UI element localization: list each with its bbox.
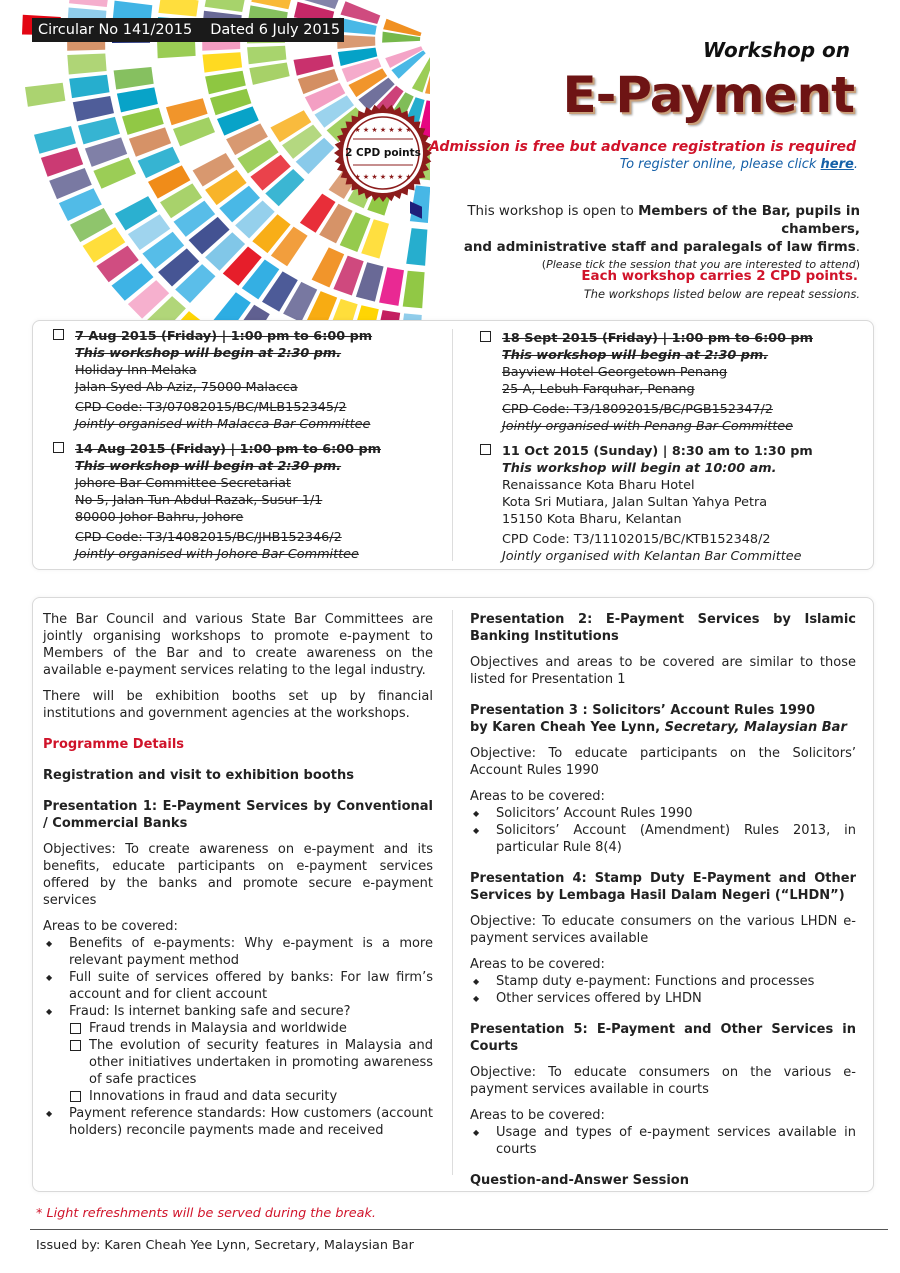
session-begin-time: This workshop will begin at 2:30 pm. bbox=[75, 459, 342, 474]
sub-list-item: Innovations in fraud and data security bbox=[69, 1088, 433, 1105]
fraud-sublist bbox=[69, 1020, 433, 1105]
register-prefix: To register online, please click bbox=[619, 157, 817, 172]
session-organiser: Jointly organised with Malacca Bar Committee bbox=[75, 417, 371, 432]
svg-text:★ ★ ★ ★ ★ ★ ★: ★ ★ ★ ★ ★ ★ ★ bbox=[354, 173, 412, 181]
list-item: ◆ Benefits of e-payments: Why e-payment is a more relevant payment method bbox=[43, 935, 433, 969]
session-venue-line: 80000 Johor Bahru, Johore bbox=[75, 510, 244, 525]
circular-header-bar bbox=[32, 18, 344, 42]
session-venue-line: Bayview Hotel Georgetown Penang bbox=[502, 365, 728, 380]
list-item: ◆ Other services offered by LHDN bbox=[470, 990, 856, 1007]
circular-date: Dated 6 July 2015 bbox=[210, 22, 341, 38]
session-venue-line: 25-A, Lebuh Farquhar, Penang bbox=[502, 382, 695, 397]
presentation-5-areas bbox=[470, 1124, 856, 1158]
register-here-link[interactable]: here bbox=[820, 157, 854, 172]
list-item: ◆ Payment reference standards: How customers (account holders) reconcile payments made and received bbox=[43, 1105, 433, 1139]
presentation-5-objective: Objective: To educate consumers on the various e-payment services available in courts bbox=[470, 1065, 856, 1097]
presentation-4-objective: Objective: To educate consumers on the various LHDN e-payment services available bbox=[470, 914, 856, 946]
list-item: ◆ Usage and types of e-payment services available in courts bbox=[470, 1124, 856, 1158]
circular-number: Circular No 141/2015 bbox=[38, 22, 193, 38]
sessions-panel bbox=[32, 320, 874, 570]
presentation-3-title-line-1: Presentation 3 : Solicitors’ Account Rules 1990 bbox=[470, 703, 815, 718]
areas-label: Areas to be covered: bbox=[470, 1108, 605, 1123]
session-date: 14 Aug 2015 (Friday) | 1:00 pm to 6:00 pm bbox=[75, 442, 381, 457]
session-penang bbox=[502, 330, 882, 435]
session-begin-time: This workshop will begin at 2:30 pm. bbox=[502, 348, 769, 363]
cpd-points-line: Each workshop carries 2 CPD points. bbox=[581, 269, 858, 284]
intro-paragraph: The Bar Council and various State Bar Committees are jointly organising workshops to promote e-payment to Members of the Bar and to create awareness on the available e-payment services relating to the legal industry. bbox=[43, 612, 433, 678]
booths-paragraph: There will be exhibition booths set up by financial institutions and government agencies at the workshops. bbox=[43, 689, 433, 721]
open-suffix: . bbox=[855, 240, 860, 255]
session-date: 11 Oct 2015 (Sunday) | 8:30 am to 1:30 pm bbox=[502, 444, 813, 459]
areas-label: Areas to be covered: bbox=[470, 789, 605, 804]
presentation-3-speaker: by Karen Cheah Yee Lynn, bbox=[470, 720, 661, 735]
sub-list-item: The evolution of security features in Malaysia and other initiatives undertaken in promoting awareness of safe practices bbox=[69, 1037, 433, 1088]
refreshments-note: * Light refreshments will be served during the break. bbox=[36, 1206, 376, 1221]
sub-list-item: Fraud trends in Malaysia and worldwide bbox=[69, 1020, 433, 1037]
presentation-3-speaker-role: Secretary, Malaysian Bar bbox=[664, 720, 847, 735]
list-item: ◆ Solicitors’ Account Rules 1990 bbox=[470, 805, 856, 822]
presentation-1-areas bbox=[43, 935, 433, 1139]
session-begin-time: This workshop will begin at 2:30 pm. bbox=[75, 346, 342, 361]
svg-text:★ ★ ★ ★ ★ ★ ★: ★ ★ ★ ★ ★ ★ ★ bbox=[354, 126, 412, 134]
registration-heading: Registration and visit to exhibition booths bbox=[43, 768, 354, 783]
session-cpd-code: CPD Code: T3/14082015/BC/JHB152346/2 bbox=[75, 530, 342, 545]
list-item: ◆ Solicitors’ Account (Amendment) Rules 2013, in particular Rule 8(4) bbox=[470, 822, 856, 856]
issued-by: Issued by: Karen Cheah Yee Lynn, Secretary, Malaysian Bar bbox=[36, 1238, 414, 1253]
programme-left-column bbox=[43, 611, 433, 1148]
session-venue-line: Johore Bar Committee Secretariat bbox=[75, 476, 291, 491]
qa-session-heading: Question-and-Answer Session bbox=[470, 1173, 689, 1188]
session-checkbox[interactable] bbox=[53, 329, 64, 340]
presentation-3-objective: Objective: To educate participants on the Solicitors’ Account Rules 1990 bbox=[470, 746, 856, 778]
presentation-1-title: Presentation 1: E-Payment Services by Conventional / Commercial Banks bbox=[43, 799, 433, 831]
session-organiser: Jointly organised with Kelantan Bar Committee bbox=[502, 549, 802, 564]
programme-divider bbox=[452, 610, 453, 1175]
presentation-5-title: Presentation 5: E-Payment and Other Services in Courts bbox=[470, 1022, 856, 1054]
presentation-3-title bbox=[470, 702, 856, 736]
programme-panel bbox=[32, 597, 874, 1192]
session-checkbox[interactable] bbox=[53, 442, 64, 453]
list-item: ◆ Stamp duty e-payment: Functions and processes bbox=[470, 973, 856, 990]
areas-label: Areas to be covered: bbox=[470, 957, 605, 972]
presentation-1-objectives: Objectives: To create awareness on e-payment and its benefits, educate participants on e-payment services offered by the banks and promote secure e-payment services bbox=[43, 842, 433, 908]
presentation-2-text: Objectives and areas to be covered are similar to those listed for Presentation 1 bbox=[470, 655, 856, 687]
session-cpd-code: CPD Code: T3/07082015/BC/MLB152345/2 bbox=[75, 400, 347, 415]
session-cpd-code: CPD Code: T3/11102015/BC/KTB152348/2 bbox=[502, 532, 771, 547]
session-date: 7 Aug 2015 (Friday) | 1:00 pm to 6:00 pm bbox=[75, 329, 373, 344]
session-begin-time: This workshop will begin at 10:00 am. bbox=[502, 461, 777, 476]
session-organiser: Jointly organised with Penang Bar Committee bbox=[502, 419, 793, 434]
open-audience-1: Members of the Bar, pupils in chambers, bbox=[638, 204, 860, 237]
session-venue-line: Kota Sri Mutiara, Jalan Sultan Yahya Petra bbox=[502, 495, 768, 510]
programme-right-column bbox=[470, 611, 856, 1198]
session-venue-line: Renaissance Kota Bharu Hotel bbox=[502, 478, 695, 493]
open-audience-2: and administrative staff and paralegals of law firms bbox=[463, 240, 856, 255]
stamp-label: 2 CPD points bbox=[345, 147, 421, 159]
session-organiser: Jointly organised with Johore Bar Committee bbox=[75, 547, 359, 562]
register-suffix: . bbox=[853, 157, 858, 172]
register-line bbox=[620, 157, 858, 172]
tick-session-note: (Please tick the session that you are interested to attend) bbox=[541, 258, 860, 271]
repeat-sessions-note: The workshops listed below are repeat sessions. bbox=[583, 287, 860, 301]
session-checkbox[interactable] bbox=[480, 444, 491, 455]
presentation-3-areas bbox=[470, 805, 856, 856]
programme-details-heading: Programme Details bbox=[43, 737, 185, 752]
areas-label: Areas to be covered: bbox=[43, 919, 178, 934]
list-item bbox=[43, 1003, 433, 1105]
admission-notice: Admission is free but advance registration is required bbox=[429, 139, 856, 155]
session-kelantan bbox=[502, 443, 882, 565]
page-title: E-Payment bbox=[562, 66, 854, 124]
presentation-4-title: Presentation 4: Stamp Duty E-Payment and Other Services by Lembaga Hasil Dalam Negeri (“LHDN”) bbox=[470, 871, 856, 903]
session-malacca bbox=[75, 328, 455, 433]
session-johore bbox=[75, 441, 455, 563]
footer-divider bbox=[30, 1229, 888, 1230]
session-checkbox[interactable] bbox=[480, 331, 491, 342]
session-venue-line: 15150 Kota Bharu, Kelantan bbox=[502, 512, 682, 527]
open-prefix: This workshop is open to bbox=[467, 204, 634, 219]
cpd-points-stamp bbox=[333, 103, 433, 203]
eligibility-text bbox=[420, 203, 860, 273]
list-item: ◆ Full suite of services offered by banks: For law firm’s account and for client account bbox=[43, 969, 433, 1003]
workshop-on-heading: Workshop on bbox=[702, 38, 850, 62]
session-date: 18 Sept 2015 (Friday) | 1:00 pm to 6:00 pm bbox=[502, 331, 813, 346]
presentation-2-title: Presentation 2: E-Payment Services by Islamic Banking Institutions bbox=[470, 612, 856, 644]
session-venue-line: No 5, Jalan Tun Abdul Razak, Susur 1/1 bbox=[75, 493, 323, 508]
list-item-text: ◆ Fraud: Is internet banking safe and secure? bbox=[69, 1004, 351, 1019]
session-venue-line: Holiday Inn Melaka bbox=[75, 363, 197, 378]
presentation-4-areas bbox=[470, 973, 856, 1007]
session-venue-line: Jalan Syed Ab Aziz, 75000 Malacca bbox=[75, 380, 298, 395]
session-cpd-code: CPD Code: T3/18092015/BC/PGB152347/2 bbox=[502, 402, 773, 417]
